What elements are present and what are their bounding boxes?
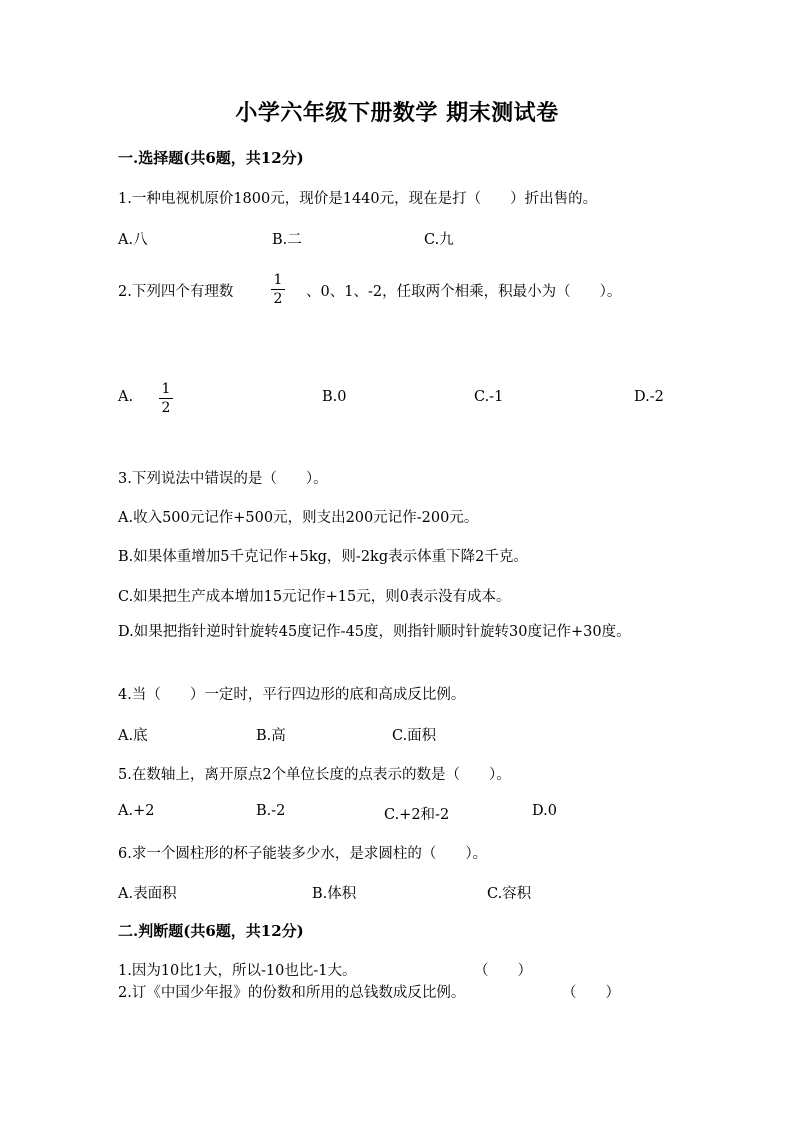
question-4-text: 4.当（ ）一定时，平行四边形的底和高成反比例。 bbox=[118, 687, 466, 703]
fraction-denominator: 2 bbox=[273, 291, 283, 307]
question-4-option-b: B.高 bbox=[256, 728, 286, 744]
fraction-bar bbox=[271, 289, 285, 290]
question-2-option-b: B.0 bbox=[322, 389, 347, 405]
question-5-option-a: A.+2 bbox=[118, 803, 155, 819]
judgement-1-blank: （ ） bbox=[474, 963, 532, 979]
question-3-option-b: B.如果体重增加5千克记作+5kg，则-2kg表示体重下降2千克。 bbox=[118, 549, 528, 565]
question-2-text-after: 、0、1、-2，任取两个相乘，积最小为（ ）。 bbox=[306, 284, 622, 300]
question-1-option-b: B.二 bbox=[272, 232, 302, 248]
section-heading-judgement: 二.判断题(共6题，共12分) bbox=[118, 922, 304, 940]
question-6-text: 6.求一个圆柱形的杯子能装多少水，是求圆柱的（ ）。 bbox=[118, 846, 488, 862]
question-2-option-c: C.-1 bbox=[474, 389, 504, 405]
question-3-text: 3.下列说法中错误的是（ ）。 bbox=[118, 471, 328, 487]
question-5-option-d: D.0 bbox=[532, 803, 557, 819]
question-5-option-c: C.+2和-2 bbox=[384, 807, 450, 823]
judgement-1-text: 1.因为10比1大，所以-10也比-1大。 bbox=[118, 963, 357, 979]
question-1-text: 1.一种电视机原价1800元，现价是1440元，现在是打（ ）折出售的。 bbox=[118, 191, 598, 207]
question-3-option-d: D.如果把指针逆时针旋转45度记作-45度，则指针顺时针旋转30度记作+30度。 bbox=[118, 624, 631, 640]
question-1-option-a: A.八 bbox=[118, 232, 148, 248]
fraction-bar bbox=[159, 398, 173, 399]
question-2-option-a-fraction bbox=[159, 382, 173, 415]
fraction-numerator: 1 bbox=[161, 381, 171, 397]
fraction-denominator: 2 bbox=[161, 400, 171, 416]
question-3-option-c: C.如果把生产成本增加15元记作+15元，则0表示没有成本。 bbox=[118, 589, 511, 605]
question-1-option-c: C.九 bbox=[424, 232, 454, 248]
question-2-text-before: 2.下列四个有理数 bbox=[118, 284, 234, 300]
question-5-text: 5.在数轴上，离开原点2个单位长度的点表示的数是（ ）。 bbox=[118, 767, 511, 783]
page-title: 小学六年级下册数学 期末测试卷 bbox=[235, 100, 559, 126]
question-6-option-b: B.体积 bbox=[312, 886, 357, 902]
judgement-2-blank: （ ） bbox=[562, 985, 620, 1001]
question-2-option-a-label: A. bbox=[118, 389, 134, 405]
section-heading-choice: 一.选择题(共6题，共12分) bbox=[118, 149, 304, 167]
question-4-option-c: C.面积 bbox=[392, 728, 437, 744]
question-2-fraction bbox=[271, 273, 285, 306]
fraction-numerator: 1 bbox=[273, 272, 283, 288]
judgement-2-text: 2.订《中国少年报》的份数和所用的总钱数成反比例。 bbox=[118, 985, 466, 1001]
question-6-option-a: A.表面积 bbox=[118, 886, 177, 902]
question-4-option-a: A.底 bbox=[118, 728, 148, 744]
question-3-option-a: A.收入500元记作+500元，则支出200元记作-200元。 bbox=[118, 510, 479, 526]
question-5-option-b: B.-2 bbox=[256, 803, 286, 819]
question-2-option-d: D.-2 bbox=[634, 389, 664, 405]
question-6-option-c: C.容积 bbox=[487, 886, 532, 902]
